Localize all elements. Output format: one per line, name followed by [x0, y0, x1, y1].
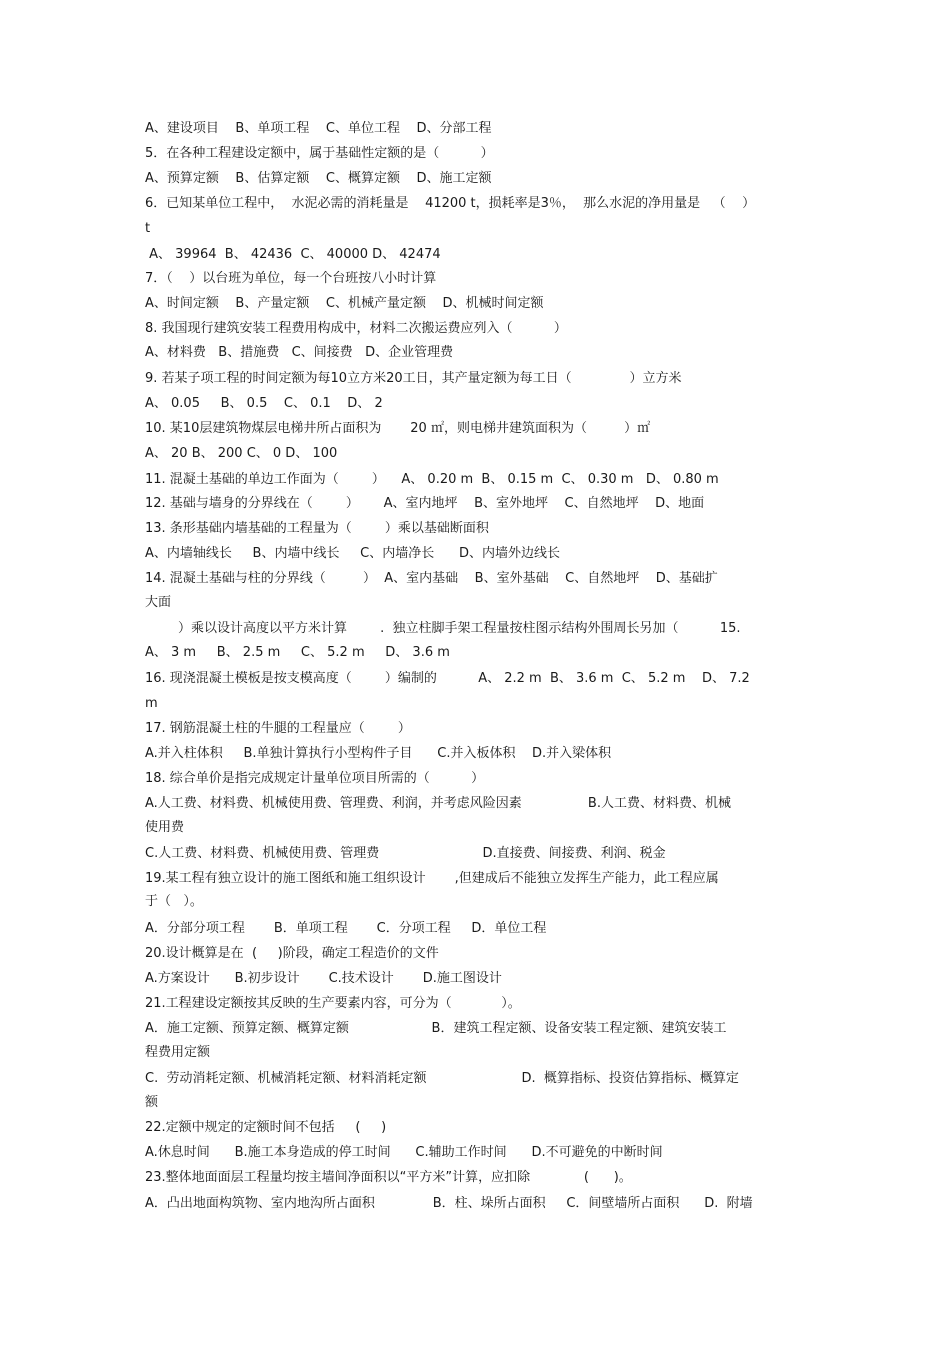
text-line: A.方案设计 B.初步设计 C.技术设计 D.施工图设计	[145, 971, 502, 986]
text-line: 使用费	[145, 820, 185, 835]
text-line: 8. 我国现行建筑安装工程费用构成中，材料二次搬运费应列入（ ）	[145, 321, 567, 336]
text-line: 19.某工程有独立设计的施工图纸和施工组织设计 ,但建成后不能独立发挥生产能力，此工程应属	[145, 871, 719, 886]
text-line: A、 3 m B、 2.5 m C、 5.2 m D、 3.6 m	[145, 645, 450, 660]
text-line: 7．（ ）以台班为单位，每一个台班按八小时计算	[145, 271, 437, 286]
text-line: 22.定额中规定的定额时间不包括 ( )	[145, 1120, 387, 1135]
text-line: 5．在各种工程建设定额中，属于基础性定额的是（ ）	[145, 146, 494, 161]
text-line: 程费用定额	[145, 1045, 211, 1060]
text-line: 大面	[145, 595, 172, 610]
text-line: A.并入柱体积 B.单独计算执行小型构件子目 C.并入板体积 D.并入梁体积	[145, 746, 612, 761]
text-line: 17. 钢筋混凝土柱的牛腿的工程量应（ ）	[145, 721, 411, 736]
text-line: 额	[145, 1095, 159, 1110]
text-line: 14. 混凝土基础与柱的分界线（ ） A、室内基础 B、室外基础 C、自然地坪 D、基础扩	[145, 571, 718, 586]
text-line: ）乘以设计高度以平方米计算 . 独立柱脚手架工程量按柱图示结构外围周长另加（ 15.	[145, 621, 741, 636]
text-line: A、内墙轴线长 B、内墙中线长 C、内墙净长 D、内墙外边线长	[145, 546, 561, 561]
text-line: 11. 混凝土基础的单边工作面为（ ） A、 0.20 m B、 0.15 m C、 0.30 m D、 0.80 m	[145, 472, 719, 487]
text-line: A、材料费 B、措施费 C、间接费 D、企业管理费	[145, 345, 454, 360]
text-line: A、预算定额 B、估算定额 C、概算定额 D、施工定额	[145, 171, 492, 186]
text-line: 23.整体地面面层工程量均按主墙间净面积以“平方米”计算，应扣除 ( )。	[145, 1170, 632, 1185]
text-line: 于（ ）。	[145, 894, 203, 909]
text-line: A.休息时间 B.施工本身造成的停工时间 C.辅助工作时间 D.不可避免的中断时间	[145, 1145, 663, 1160]
text-line: A．分部分项工程 B．单项工程 C．分项工程 D．单位工程	[145, 921, 547, 936]
text-line: A、 0.05 B、 0.5 C、 0.1 D、 2	[145, 396, 383, 411]
text-line: A、 39964 B、 42436 C、 40000 D、 42474	[145, 247, 441, 262]
text-line: 20.设计概算是在 ( )阶段，确定工程造价的文件	[145, 946, 439, 961]
text-line: A．凸出地面构筑物、室内地沟所占面积 B．柱、垛所占面积 C．间壁墙所占面积 D. 附墙	[145, 1196, 753, 1211]
text-line: A、建设项目 B、单项工程 C、单位工程 D、分部工程	[145, 121, 492, 136]
text-line: 10. 某10层建筑物煤层电梯井所占面积为 20 ㎡，则电梯井建筑面积为（ ）㎡	[145, 421, 651, 436]
text-line: A、 20 B、 200 C、 0 D、 100	[145, 446, 338, 461]
text-line: 12. 基础与墙身的分界线在（ ） A、室内地坪 B、室外地坪 C、自然地坪 D、地面	[145, 496, 705, 511]
text-line: A、时间定额 B、产量定额 C、机械产量定额 D、机械时间定额	[145, 296, 544, 311]
text-line: 18. 综合单价是指完成规定计量单位项目所需的（ ）	[145, 771, 485, 786]
text-line: 16. 现浇混凝土模板是按支模高度（ ）编制的 A、 2.2 m B、 3.6 m C、 5.2 m D、 7.2	[145, 671, 750, 686]
text-line: t	[145, 221, 151, 236]
text-line: 9. 若某子项工程的时间定额为每10立方米20工日，其产量定额为每工日（ ）立方米	[145, 371, 682, 386]
text-line: C. 劳动消耗定额、机械消耗定额、材料消耗定额 D. 概算指标、投资估算指标、概算定	[145, 1071, 739, 1086]
text-line: 6．已知某单位工程中， 水泥必需的消耗量是 41200 t，损耗率是3％， 那么水泥的净用量是 （ ）	[145, 196, 756, 211]
text-line: C.人工费、材料费、机械使用费、管理费 D.直接费、间接费、利润、税金	[145, 846, 666, 861]
text-line: m	[145, 696, 158, 711]
text-line: 21.工程建设定额按其反映的生产要素内容，可分为（ ）。	[145, 996, 521, 1011]
text-line: A．施工定额、预算定额、概算定额 B．建筑工程定额、设备安装工程定额、建筑安装工	[145, 1021, 727, 1036]
text-line: A.人工费、材料费、机械使用费、管理费、利润，并考虑风险因素 B.人工费、材料费、机械	[145, 796, 731, 811]
text-line: 13. 条形基础内墙基础的工程量为（ ）乘以基础断面积	[145, 521, 489, 536]
